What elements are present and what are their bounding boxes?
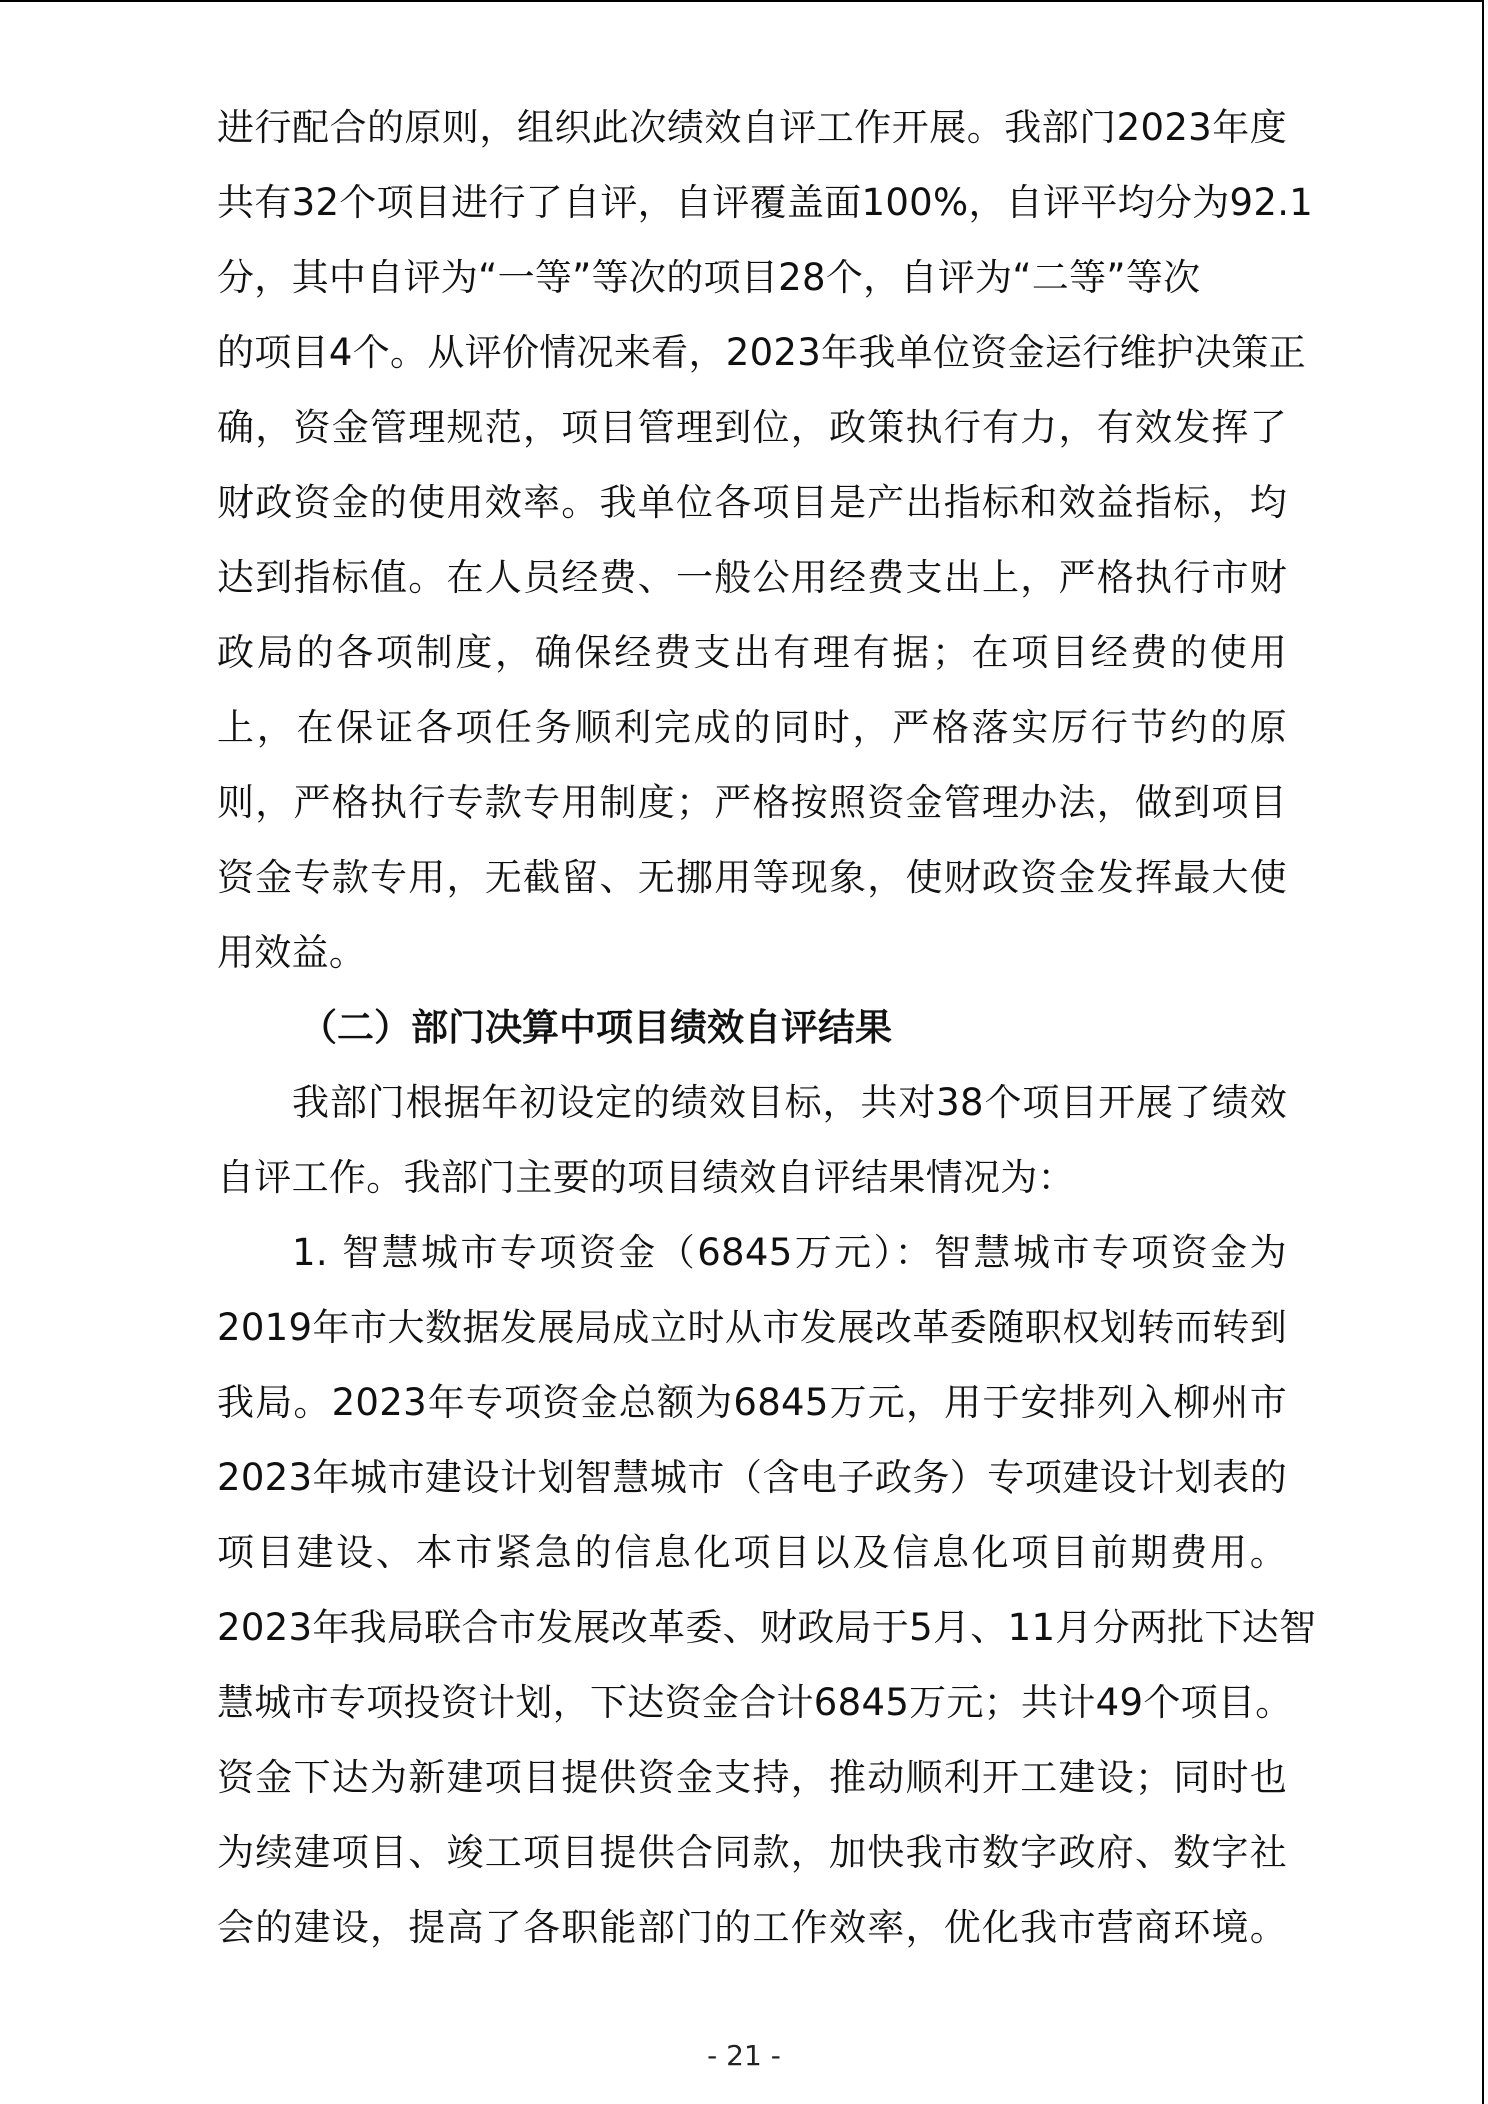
paragraph-line: 则，严格执行专款专用制度；严格按照资金管理办法，做到项目 bbox=[217, 781, 1287, 824]
page-number: - 21 - bbox=[707, 2039, 781, 2072]
paragraph-line: 慧城市专项投资计划，下达资金合计6845万元；共计49个项目。 bbox=[217, 1681, 1293, 1724]
paragraph-line: 进行配合的原则，组织此次绩效自评工作开展。我部门2023年度 bbox=[217, 106, 1287, 149]
paragraph-line: 自评工作。我部门主要的项目绩效自评结果情况为： bbox=[217, 1156, 1075, 1199]
paragraph-line: 项目建设、本市紧急的信息化项目以及信息化项目前期费用。 bbox=[217, 1531, 1287, 1574]
paragraph-line: 共有32个项目进行了自评，自评覆盖面100%，自评平均分为92.1 bbox=[217, 181, 1314, 224]
paragraph-line: 的项目4个。从评价情况来看，2023年我单位资金运行维护决策正 bbox=[217, 331, 1307, 374]
paragraph-line: 2023年我局联合市发展改革委、财政局于5月、11月分两批下达智 bbox=[217, 1606, 1317, 1649]
paragraph-line: 为续建项目、竣工项目提供合同款，加快我市数字政府、数字社 bbox=[217, 1831, 1287, 1874]
paragraph-line: 1. 智慧城市专项资金（6845万元）：智慧城市专项资金为 bbox=[292, 1231, 1287, 1274]
paragraph-line: 确，资金管理规范，项目管理到位，政策执行有力，有效发挥了 bbox=[217, 406, 1287, 449]
paragraph-line: 政局的各项制度，确保经费支出有理有据；在项目经费的使用 bbox=[217, 631, 1287, 674]
section-heading: （二）部门决算中项目绩效自评结果 bbox=[300, 1006, 892, 1049]
paragraph-line: 我局。2023年专项资金总额为6845万元，用于安排列入柳州市 bbox=[217, 1381, 1287, 1424]
paragraph-line: 资金下达为新建项目提供资金支持，推动顺利开工建设；同时也 bbox=[217, 1756, 1287, 1799]
paragraph-line: 分，其中自评为“一等”等次的项目28个，自评为“二等”等次 bbox=[217, 256, 1201, 299]
paragraph-line: 会的建设，提高了各职能部门的工作效率，优化我市营商环境。 bbox=[217, 1906, 1287, 1949]
paragraph-line: 财政资金的使用效率。我单位各项目是产出指标和效益指标，均 bbox=[217, 481, 1287, 524]
paragraph-line: 我部门根据年初设定的绩效目标，共对38个项目开展了绩效 bbox=[292, 1081, 1287, 1124]
paragraph-line: 2019年市大数据发展局成立时从市发展改革委随职权划转而转到 bbox=[217, 1306, 1287, 1349]
paragraph-line: 资金专款专用，无截留、无挪用等现象，使财政资金发挥最大使 bbox=[217, 856, 1287, 899]
paragraph-line: 用效益。 bbox=[217, 931, 367, 974]
paragraph-line: 2023年城市建设计划智慧城市（含电子政务）专项建设计划表的 bbox=[217, 1456, 1287, 1499]
paragraph-line: 达到指标值。在人员经费、一般公用经费支出上，严格执行市财 bbox=[217, 556, 1287, 599]
paragraph-line: 上，在保证各项任务顺利完成的同时，严格落实厉行节约的原 bbox=[217, 706, 1287, 749]
